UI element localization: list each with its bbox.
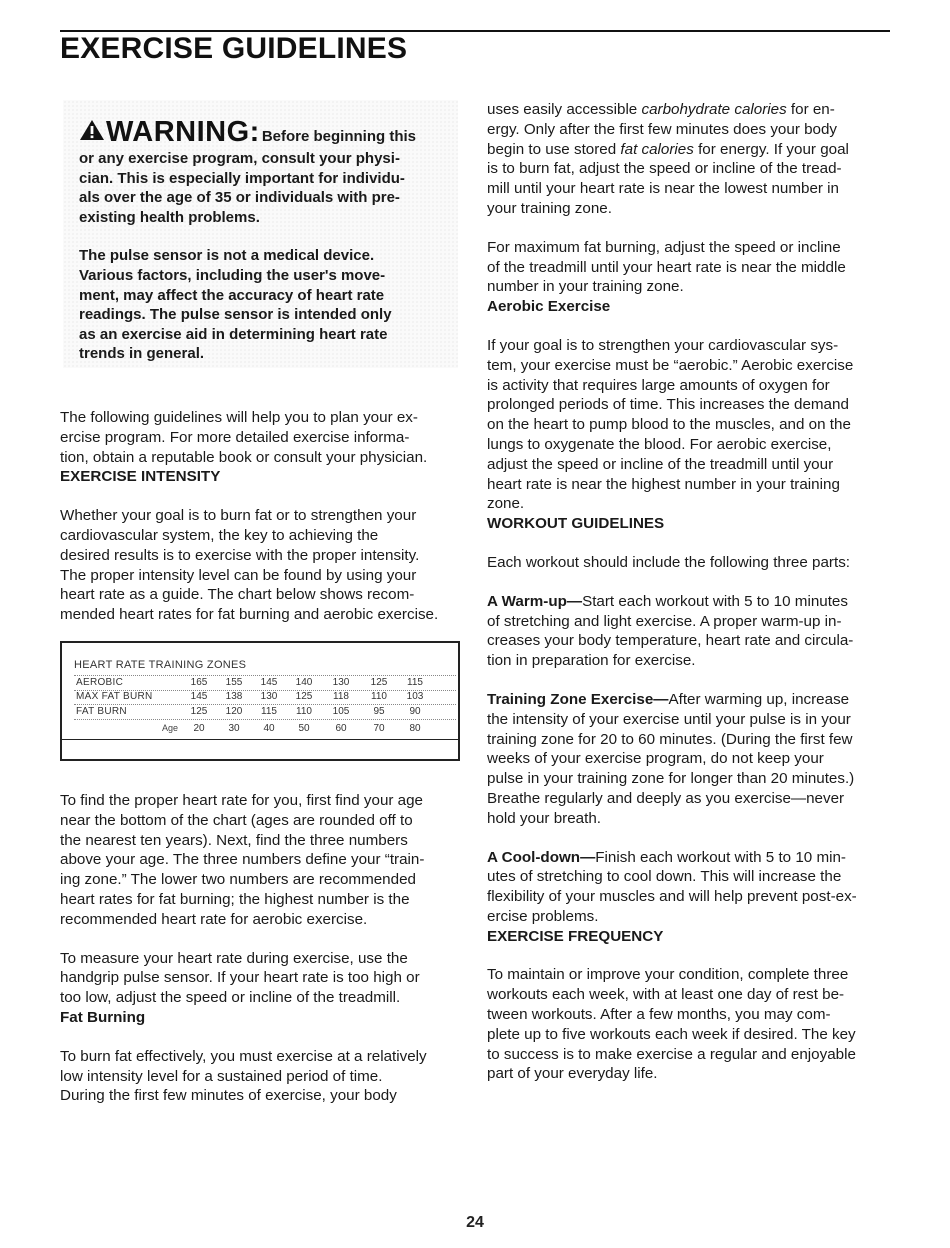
warning-line: The pulse sensor is not a medical device. [79,247,375,265]
text-line: For maximum fat burning, adjust the speed or incline [487,238,841,256]
text-line: the nearest ten years). Next, find the three numbers [60,831,408,849]
text-line: of stretching and light exercise. A proper warm-up in- [487,612,842,630]
text-line: tem, your exercise must be “aerobic.” Aerobic exercise [487,356,854,374]
warning-line: or any exercise program, consult your physi- [79,150,400,167]
text-line: low intensity level for a sustained period of time. [60,1067,383,1085]
text-line: After warming up, increase [668,690,850,708]
text-line: uses easily accessible [487,101,642,118]
text-line: Finish each workout with 5 to 10 min- [595,848,846,866]
text-line: to success is to make exercise a regular and enjoyable [487,1045,856,1063]
text-line: too low, adjust the speed or incline of the treadmill. [60,989,401,1007]
intensity-heading: EXERCISE INTENSITY [60,468,221,486]
emphasis-text: fat calories [620,140,694,158]
warning-line: Various factors, including the user's move- [79,266,386,284]
warning-line: ment, may affect the accuracy of heart rate [79,286,385,304]
text-line: heart rates for fat burning; the highest number is the [60,890,410,908]
text-line: for en- [786,101,835,118]
text-line: ercise problems. [487,907,599,925]
text-line: tion, obtain a reputable book or consult your physician. [60,448,428,466]
fat-burning-continued-paragraph [487,100,892,219]
age-tick: 40 [263,722,275,734]
chart-row [74,675,456,691]
warning-line: cian. This is especially important for individu- [79,169,405,187]
age-tick: 60 [335,722,347,734]
aerobic-heading: Aerobic Exercise [487,298,611,316]
workout-heading: WORKOUT GUIDELINES [487,515,665,533]
chart-cell: 125 [295,690,313,702]
intro-paragraph [60,408,465,467]
fat-burning-heading: Fat Burning [60,1008,146,1026]
cooldown-paragraph [487,848,892,927]
chart-row [74,690,456,705]
warning-line: als over the age of 35 or individuals with pre- [79,189,400,207]
max-fat-paragraph [487,238,892,297]
chart-cell: 90 [409,705,421,717]
cooldown-term: A Cool-down— [487,848,596,866]
text-line: mill until your heart rate is near the lowest number in [487,180,840,198]
text-line: hold your breath. [487,809,601,827]
chart-row-label: FAT BURN [76,705,127,717]
chart-cell: 130 [260,690,278,702]
chart-cell: 145 [190,690,208,702]
chart-cell: 115 [407,676,423,688]
aerobic-paragraph [487,336,892,514]
warning-line: trends in general. [79,345,205,363]
intensity-paragraph [60,506,465,625]
text-line: heart rate is near the highest number in your training [487,475,840,493]
text-line: utes of stretching to cool down. This will increase the [487,868,842,886]
text-line: pulse in your training zone for longer than 20 minutes.) [487,770,855,788]
chart-cell: 95 [373,705,385,717]
text-line: part of your everyday life. [487,1065,658,1083]
chart-title: HEART RATE TRAINING ZONES [74,658,247,671]
text-line: weeks of your exercise program, do not keep your [487,750,824,768]
text-line: tion in preparation for exercise. [487,652,696,670]
warning-line: existing health problems. [79,208,260,226]
chart-row-label: AEROBIC [76,676,124,688]
text-line: for energy. If your goal [693,140,849,158]
chart-divider [62,739,458,740]
age-tick: 50 [298,722,310,734]
chart-cell: 105 [332,705,350,717]
chart-cell: 103 [406,690,424,702]
chart-cell: 110 [371,690,387,702]
measure-paragraph [60,949,465,1008]
text-line: zone. [487,495,525,513]
text-line: tween workouts. After a few months, you may com- [487,1006,831,1024]
text-line: creases your body temperature, heart rate and circula- [487,632,854,650]
warmup-paragraph [487,592,892,671]
chart-row [74,705,456,720]
text-line: Breathe regularly and deeply as you exercise—never [487,789,845,807]
age-tick: 30 [228,722,240,734]
chart-cell: 130 [332,676,350,688]
warning-heading [79,116,442,149]
right-column [487,100,892,1084]
text-line: number in your training zone. [487,278,684,296]
training-zone-paragraph [487,690,892,829]
text-line: adjust the speed or incline of the treadmill until your [487,455,834,473]
text-line: above your age. The three numbers define your “train- [60,851,425,869]
text-line: begin to use stored [487,140,621,158]
text-line: To maintain or improve your condition, complete three [487,966,849,984]
training-zone-term: Training Zone Exercise— [487,690,669,708]
warning-triangle-icon [79,119,105,141]
chart-cell: 138 [225,690,243,702]
heart-rate-chart [60,641,460,761]
warning-line: as an exercise aid in determining heart rate [79,325,388,343]
chart-cell: 125 [190,705,208,717]
text-line: your training zone. [487,199,612,217]
page-title: EXERCISE GUIDELINES [60,32,408,65]
text-line: desired results is to exercise with the proper intensity. [60,546,420,564]
text-line: Start each workout with 5 to 10 minutes [582,592,848,610]
text-line: flexibility of your muscles and will help prevent post-ex- [487,888,857,906]
text-line: training zone for 20 to 60 minutes. (During the first few [487,730,853,748]
warning-lead: Before beginning this [261,128,416,145]
page-number: 24 [466,1214,484,1231]
text-line: plete up to five workouts each week if desired. The key [487,1025,856,1043]
text-line: is to burn fat, adjust the speed or incline of the tread- [487,160,842,178]
chart-cell: 110 [296,705,312,717]
fat-burning-paragraph [60,1047,465,1106]
text-line: The following guidelines will help you to plan your ex- [60,409,418,426]
text-line: prolonged periods of time. This increases the demand [487,396,849,414]
chart-cell: 118 [333,690,349,702]
age-axis-label: Age [162,722,179,733]
frequency-heading: EXERCISE FREQUENCY [487,927,664,945]
warning-word: WARNING: [106,116,260,148]
chart-cell: 120 [225,705,243,717]
warning-paragraph-2 [79,246,442,364]
age-tick: 70 [373,722,385,734]
text-line: the intensity of your exercise until your pulse is in your [487,710,851,728]
text-line: is activity that requires large amounts of oxygen for [487,376,830,394]
text-line: handgrip pulse sensor. If your heart rate is too high or [60,969,420,987]
text-line: To measure your heart rate during exercise, use the [60,949,408,967]
text-line: of the treadmill until your heart rate is near the middle [487,258,846,276]
text-line: If your goal is to strengthen your cardiovascular sys- [487,336,839,354]
text-line: To burn fat effectively, you must exercise at a relatively [60,1047,427,1065]
text-line: ercise program. For more detailed exercise informa- [60,428,410,446]
text-line: heart rate as a guide. The chart below shows recom- [60,586,415,604]
text-line: on the heart to pump blood to the muscles, and on the [487,416,851,434]
text-line: lungs to oxygenate the blood. For aerobic exercise, [487,435,832,453]
emphasis-text: carbohydrate calories [641,101,787,118]
text-line: ing zone.” The lower two numbers are recommended [60,871,416,889]
text-line: Whether your goal is to burn fat or to strengthen your [60,507,417,525]
chart-cell: 140 [295,676,313,688]
chart-cell: 155 [225,676,243,688]
warning-line: readings. The pulse sensor is intended only [79,306,392,324]
text-line: ergy. Only after the first few minutes does your body [487,120,838,138]
warmup-term: A Warm-up— [487,592,583,610]
text-line: workouts each week, with at least one day of rest be- [487,986,845,1004]
text-line: mended heart rates for fat burning and aerobic exercise. [60,606,439,624]
age-tick: 80 [409,722,421,734]
age-tick: 20 [193,722,205,734]
chart-row-label: MAX FAT BURN [76,690,153,702]
chart-cell: 125 [370,676,388,688]
chart-cell: 145 [260,676,278,688]
warning-box [63,100,458,368]
chart-cell: 165 [190,676,208,688]
text-line: near the bottom of the chart (ages are rounded off to [60,811,413,829]
left-column [60,100,465,1106]
frequency-paragraph [487,965,892,1084]
workout-intro: Each workout should include the following three parts: [487,553,851,571]
warning-paragraph-1 [79,149,442,227]
find-rate-paragraph [60,791,465,930]
text-line: cardiovascular system, the key to achieving the [60,526,379,544]
text-line: To find the proper heart rate for you, first find your age [60,791,424,809]
chart-cell: 115 [261,705,277,717]
text-line: The proper intensity level can be found by using your [60,566,417,584]
text-line: During the first few minutes of exercise, your body [60,1087,397,1105]
text-line: recommended heart rate for aerobic exercise. [60,910,368,928]
